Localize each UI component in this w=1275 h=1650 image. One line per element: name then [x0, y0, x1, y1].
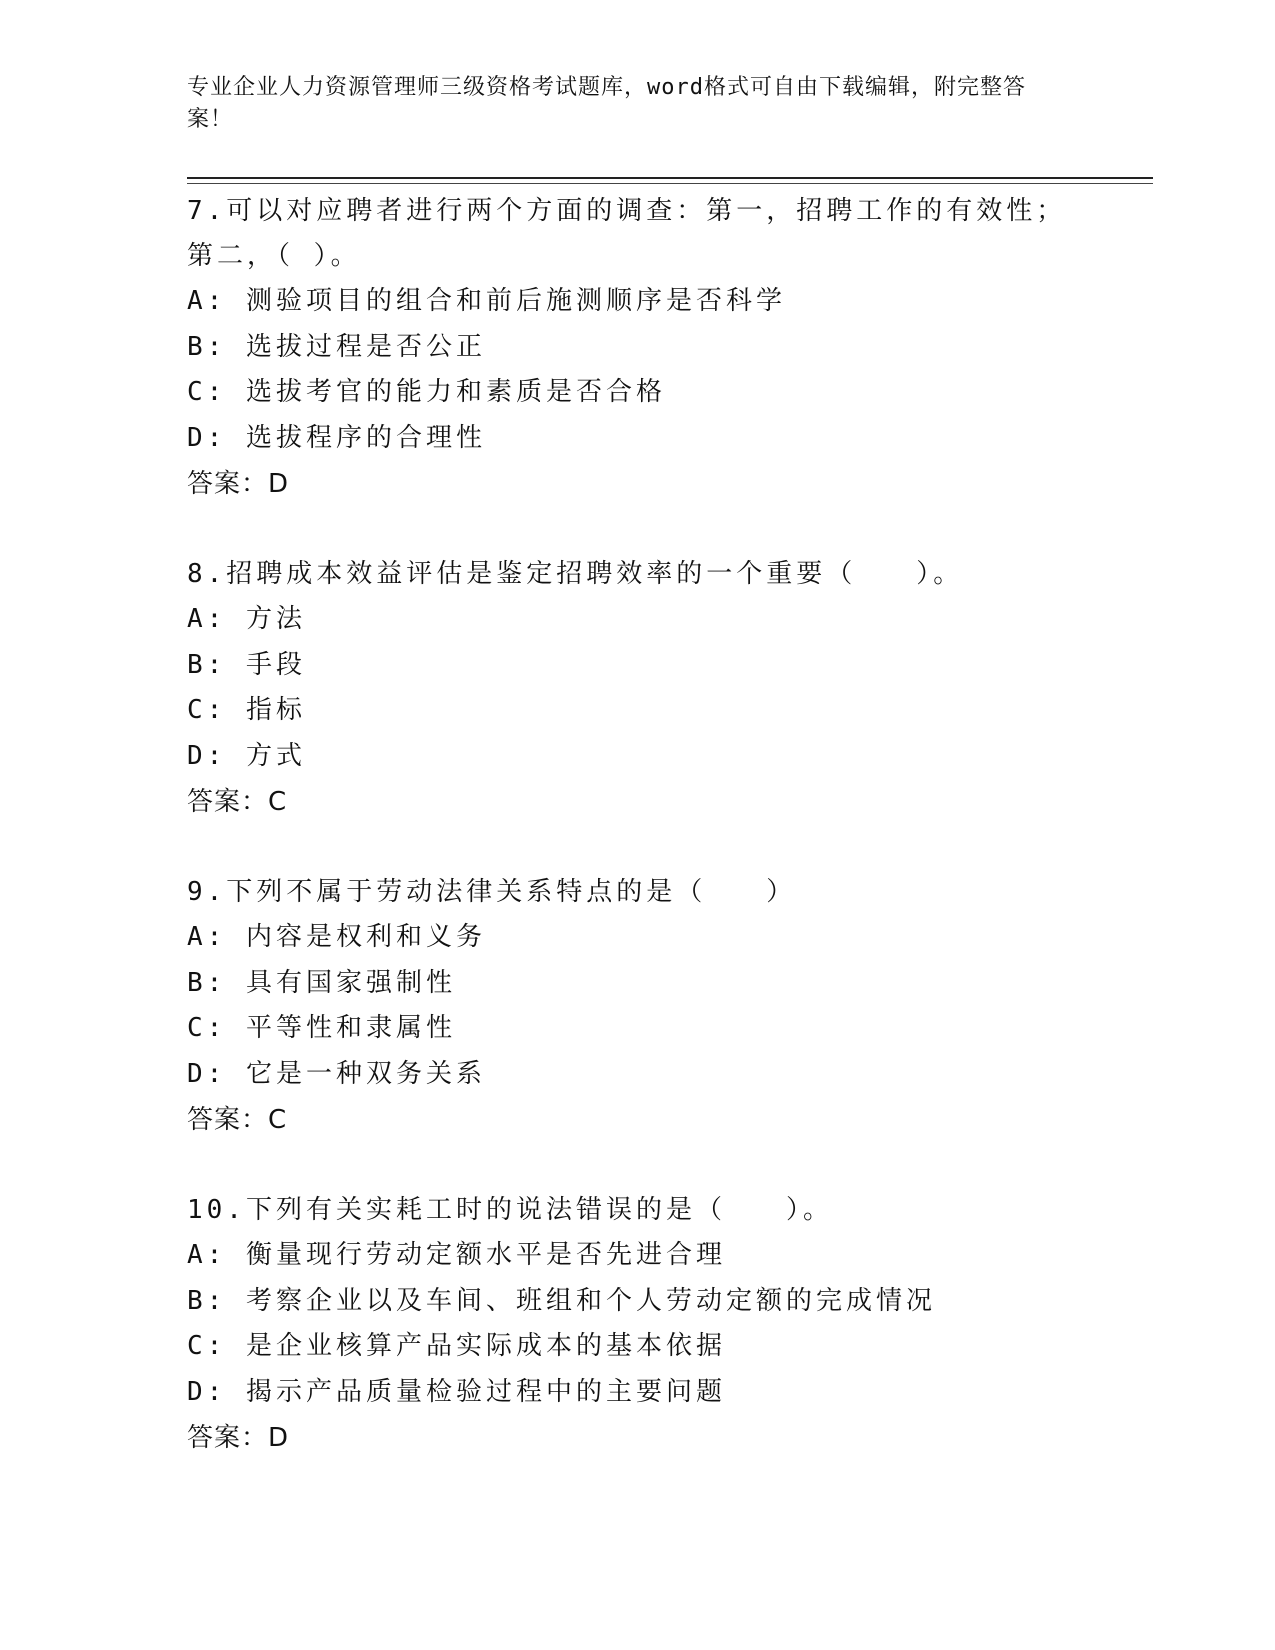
option-letter: D: [187, 740, 227, 771]
option-c [187, 1324, 1087, 1370]
option-d [187, 734, 1087, 780]
question-stem: 8.招聘成本效益评估是鉴定招聘效率的一个重要（ ）。 [187, 559, 964, 589]
option-c [187, 1006, 1087, 1052]
option-text: 具有国家强制性 [245, 967, 456, 998]
question-stem: 10.下列有关实耗工时的说法错误的是（ ）。 [187, 1195, 833, 1225]
answer-line: 答案：D [187, 1423, 290, 1453]
option-text: 揭示产品质量检验过程中的主要问题 [245, 1376, 726, 1407]
answer-line: 答案：C [187, 1105, 288, 1135]
option-a [187, 279, 1087, 325]
option-letter: C: [187, 1331, 227, 1361]
option-text: 它是一种双务关系 [245, 1058, 486, 1089]
option-b [187, 325, 1087, 371]
option-text: 手段 [245, 649, 306, 680]
question-stem: 7.可以对应聘者进行两个方面的调查：第一，招聘工作的有效性；第二，（ ）。 [187, 196, 1067, 271]
answer-line: 答案：D [187, 469, 290, 499]
option-letter: A: [187, 922, 227, 952]
option-letter: B: [187, 649, 227, 680]
option-text: 衡量现行劳动定额水平是否先进合理 [245, 1240, 726, 1270]
option-text: 内容是权利和义务 [245, 922, 486, 952]
option-a [187, 915, 1087, 961]
question-9 [187, 870, 1087, 1143]
question-list [187, 189, 1087, 1506]
question-10 [187, 1188, 1087, 1461]
question-stem: 9.下列不属于劳动法律关系特点的是（ ） [187, 877, 797, 907]
option-letter: A: [187, 1240, 227, 1270]
option-text: 选拔程序的合理性 [245, 422, 486, 453]
question-7 [187, 189, 1087, 507]
option-letter: B: [187, 331, 227, 362]
option-text: 测验项目的组合和前后施测顺序是否科学 [245, 286, 786, 316]
option-a [187, 597, 1087, 643]
option-text: 选拔过程是否公正 [245, 331, 486, 362]
option-d [187, 1052, 1087, 1098]
option-text: 是企业核算产品实际成本的基本依据 [245, 1331, 726, 1361]
option-letter: D: [187, 1376, 227, 1407]
header-divider-thin [187, 183, 1153, 184]
option-text: 指标 [245, 695, 306, 725]
option-letter: A: [187, 286, 227, 316]
option-letter: C: [187, 377, 227, 407]
option-text: 选拔考官的能力和素质是否合格 [245, 377, 666, 407]
option-letter: A: [187, 604, 227, 634]
answer-line: 答案：C [187, 787, 288, 817]
option-c [187, 370, 1087, 416]
question-8 [187, 552, 1087, 825]
option-d [187, 1370, 1087, 1416]
option-text: 平等性和隶属性 [245, 1013, 456, 1043]
option-text: 方式 [245, 740, 306, 771]
document-intro: 专业企业人力资源管理师三级资格考试题库，word格式可自由下载编辑，附完整答案！ [187, 75, 1026, 132]
header-divider-thick [187, 177, 1153, 179]
option-a [187, 1233, 1087, 1279]
option-d [187, 416, 1087, 462]
option-text: 方法 [245, 604, 306, 634]
option-b [187, 1279, 1087, 1325]
option-letter: D: [187, 422, 227, 453]
option-c [187, 688, 1087, 734]
option-b [187, 961, 1087, 1007]
option-letter: C: [187, 1013, 227, 1043]
option-letter: B: [187, 1285, 227, 1316]
option-b [187, 643, 1087, 689]
option-text: 考察企业以及车间、班组和个人劳动定额的完成情况 [245, 1285, 936, 1316]
option-letter: B: [187, 967, 227, 998]
option-letter: C: [187, 695, 227, 725]
option-letter: D: [187, 1058, 227, 1089]
